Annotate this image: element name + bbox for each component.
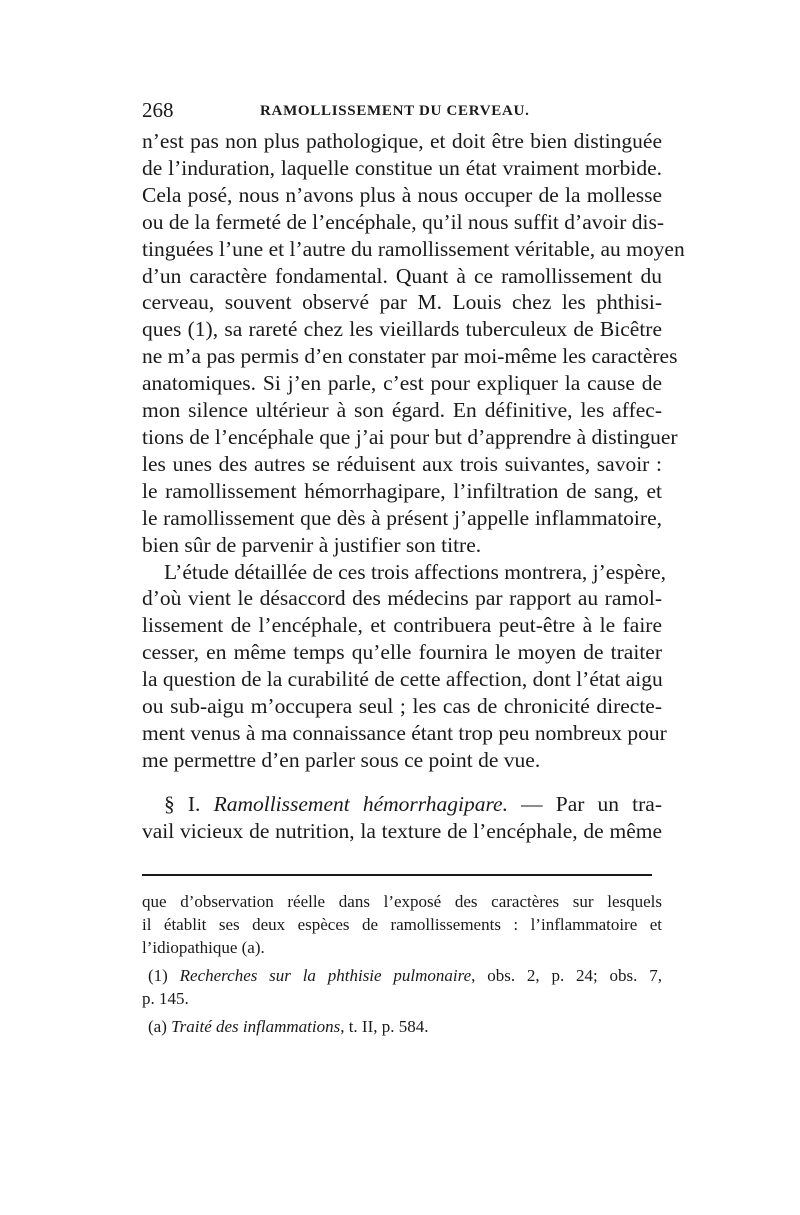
text-line: ne m’a pas permis d’en constater par moi-même les caractères	[142, 344, 678, 369]
text-line: mon silence ultérieur à son égard. En définitive, les affec-	[142, 398, 662, 423]
page-number: 268	[142, 98, 174, 122]
text-line: ou de la fermeté de l’encéphale, qu’il nous suffit d’avoir dis-	[142, 209, 664, 234]
footnote-1-title: Recherches sur la phthisie pulmonaire	[179, 966, 472, 985]
text-line: d’où vient le désaccord des médecins par rapport au ramol-	[142, 586, 662, 611]
paragraph-1	[142, 128, 685, 559]
footnote-1-ref: , obs. 2, p. 24; obs. 7,	[471, 966, 662, 985]
text-line: vail vicieux de nutrition, la texture de l’encéphale, de même	[142, 818, 662, 843]
footnote-line: p. 145.	[142, 989, 189, 1008]
text-line: d’un caractère fondamental. Quant à ce ramollissement du	[142, 263, 662, 288]
main-text	[142, 128, 685, 845]
footnote-line: il établit ses deux espèces de ramollissements : l’inflammatoire et	[142, 915, 662, 934]
running-title: RAMOLLISSEMENT DU CERVEAU.	[260, 103, 530, 119]
text-line: ques (1), sa rareté chez les vieillards tuberculeux de Bicêtre	[142, 317, 662, 342]
footnote-a-title: Traité des inflammations	[171, 1017, 341, 1036]
section-1	[142, 791, 662, 845]
text-line: L’étude détaillée de ces trois affections montrera, j’espère,	[164, 559, 667, 584]
text-line: lissement de l’encéphale, et contribuera peut-être à le faire	[142, 613, 662, 638]
footnote-1-marker: (1)	[148, 966, 168, 985]
text-line: tinguées l’une et l’autre du ramollissement véritable, au moyen	[142, 236, 685, 261]
text-line: cesser, en même temps qu’elle fournira le moyen de traiter	[142, 640, 662, 665]
footnote-divider	[142, 874, 652, 876]
footnote-1	[142, 964, 662, 987]
footnote-line: que d’observation réelle dans l’exposé des caractères sur lesquels	[142, 892, 662, 911]
footnote-a-ref: , t. II, p. 584.	[340, 1017, 429, 1036]
footnotes	[142, 890, 662, 1038]
footnote-line: l’idiopathique (a).	[142, 938, 265, 957]
paragraph-2	[142, 559, 667, 774]
text-line: anatomiques. Si j’en parle, c’est pour expliquer la cause de	[142, 371, 662, 396]
paragraph-gap	[142, 774, 662, 791]
text-line: ment venus à ma connaissance étant trop peu nombreux pour	[142, 720, 667, 745]
text-line: le ramollissement hémorrhagipare, l’infiltration de sang, et	[142, 478, 662, 503]
text-line: cerveau, souvent observé par M. Louis chez les phthisi-	[142, 290, 662, 315]
section-marker: § I.	[164, 791, 201, 816]
text-line: tions de l’encéphale que j’ai pour but d’apprendre à distinguer	[142, 424, 678, 449]
section-title: Ramollissement hémorrhagipare.	[213, 791, 508, 816]
page-header	[142, 96, 662, 124]
text-line: bien sûr de parvenir à justifier son titre.	[142, 532, 482, 557]
text-line: les unes des autres se réduisent aux trois suivantes, savoir :	[142, 451, 662, 476]
footnote-a	[142, 1015, 662, 1038]
footnote-a-marker: (a)	[148, 1017, 167, 1036]
text-line: me permettre d’en parler sous ce point de vue.	[142, 747, 541, 772]
text-line: de l’induration, laquelle constitue un état vraiment morbide.	[142, 155, 662, 180]
section-text: — Par un tra-	[507, 791, 662, 816]
text-line: Cela posé, nous n’avons plus à nous occuper de la mollesse	[142, 182, 662, 207]
text-line: n’est pas non plus pathologique, et doit être bien distinguée	[142, 129, 662, 153]
text-line: la question de la curabilité de cette affection, dont l’état aigu	[142, 667, 663, 692]
text-line: ou sub-aigu m’occupera seul ; les cas de chronicité directe-	[142, 694, 662, 719]
section-heading-line	[142, 791, 662, 818]
text-line: le ramollissement que dès à présent j’appelle inflammatoire,	[142, 505, 662, 530]
